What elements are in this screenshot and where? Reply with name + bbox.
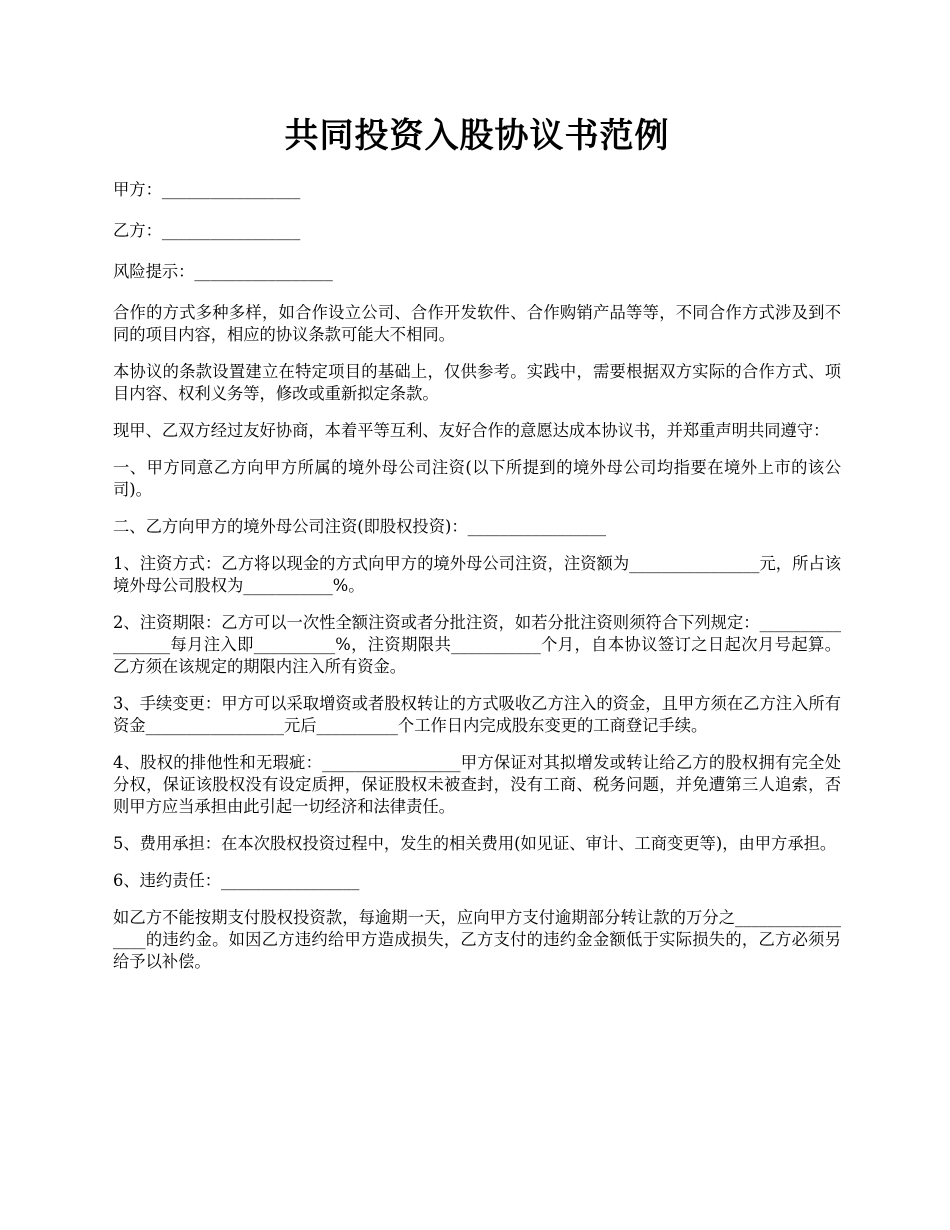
- clause-2-4: 4、股权的排他性和无瑕疵：_________________甲方保证对其拟增发或转让给乙方的股权拥有完全处分权，保证该股权没有设定质押，保证股权未被查封，没有工商、税务问题，并免遭第三人追索，否则甲方应当承担由此引起一切经济和法律责任。: [113, 753, 841, 816]
- clause-2-6-detail: 如乙方不能按期支付股权投资款，每逾期一天，应向甲方支付逾期部分转让款的万分之_________________的违约金。如因乙方违约给甲方造成损失，乙方支付的违约金金额低于实际损失的，乙方必须另给予以补偿。: [113, 908, 841, 971]
- clause-2: 二、乙方向甲方的境外母公司注资(即股权投资)：_________________: [113, 517, 607, 536]
- document-page: [113, 110, 841, 988]
- intro-paragraph-3: 现甲、乙双方经过友好协商，本着平等互利、友好合作的意愿达成本协议书，并郑重声明共同遵守：: [113, 421, 830, 440]
- clause-2-1: 1、注资方式：乙方将以现金的方式向甲方的境外母公司注资，注资额为________________元，所占该境外母公司股权为___________%。: [113, 554, 841, 595]
- clause-2-6: 6、违约责任：_________________: [113, 871, 360, 890]
- party-a-field: 甲方：_________________: [113, 180, 301, 199]
- intro-paragraph-1: 合作的方式多种多样，如合作设立公司、合作开发软件、合作购销产品等等，不同合作方式涉及到不同的项目内容，相应的协议条款可能大不相同。: [113, 303, 841, 344]
- document-title: 共同投资入股协议书范例: [284, 116, 670, 156]
- risk-notice-field: 风险提示：_________________: [113, 262, 333, 281]
- clause-2-5: 5、费用承担：在本次股权投资过程中，发生的相关费用(如见证、审计、工商变更等)，由甲方承担。: [113, 834, 837, 853]
- clause-2-2: 2、注资期限：乙方可以一次性全额注资或者分批注资，如若分批注资则须符合下列规定：_________________每月注入即__________%，注资期限共___________个月，自本协议签订之日起次月号起算。乙方须在该规定的期限内注入所有资金。: [113, 613, 841, 676]
- clause-1: 一、甲方同意乙方向甲方所属的境外母公司注资(以下所提到的境外母公司均指要在境外上市的该公司)。: [113, 458, 841, 499]
- party-b-field: 乙方：_________________: [113, 221, 301, 240]
- intro-paragraph-2: 本协议的条款设置建立在特定项目的基础上，仅供参考。实践中，需要根据双方实际的合作方式、项目内容、权利义务等，修改或重新拟定条款。: [113, 362, 841, 403]
- clause-2-3: 3、手续变更：甲方可以采取增资或者股权转让的方式吸收乙方注入的资金，且甲方须在乙方注入所有资金_________________元后__________个工作日内完成股东变更的工商登记手续。: [113, 694, 841, 735]
